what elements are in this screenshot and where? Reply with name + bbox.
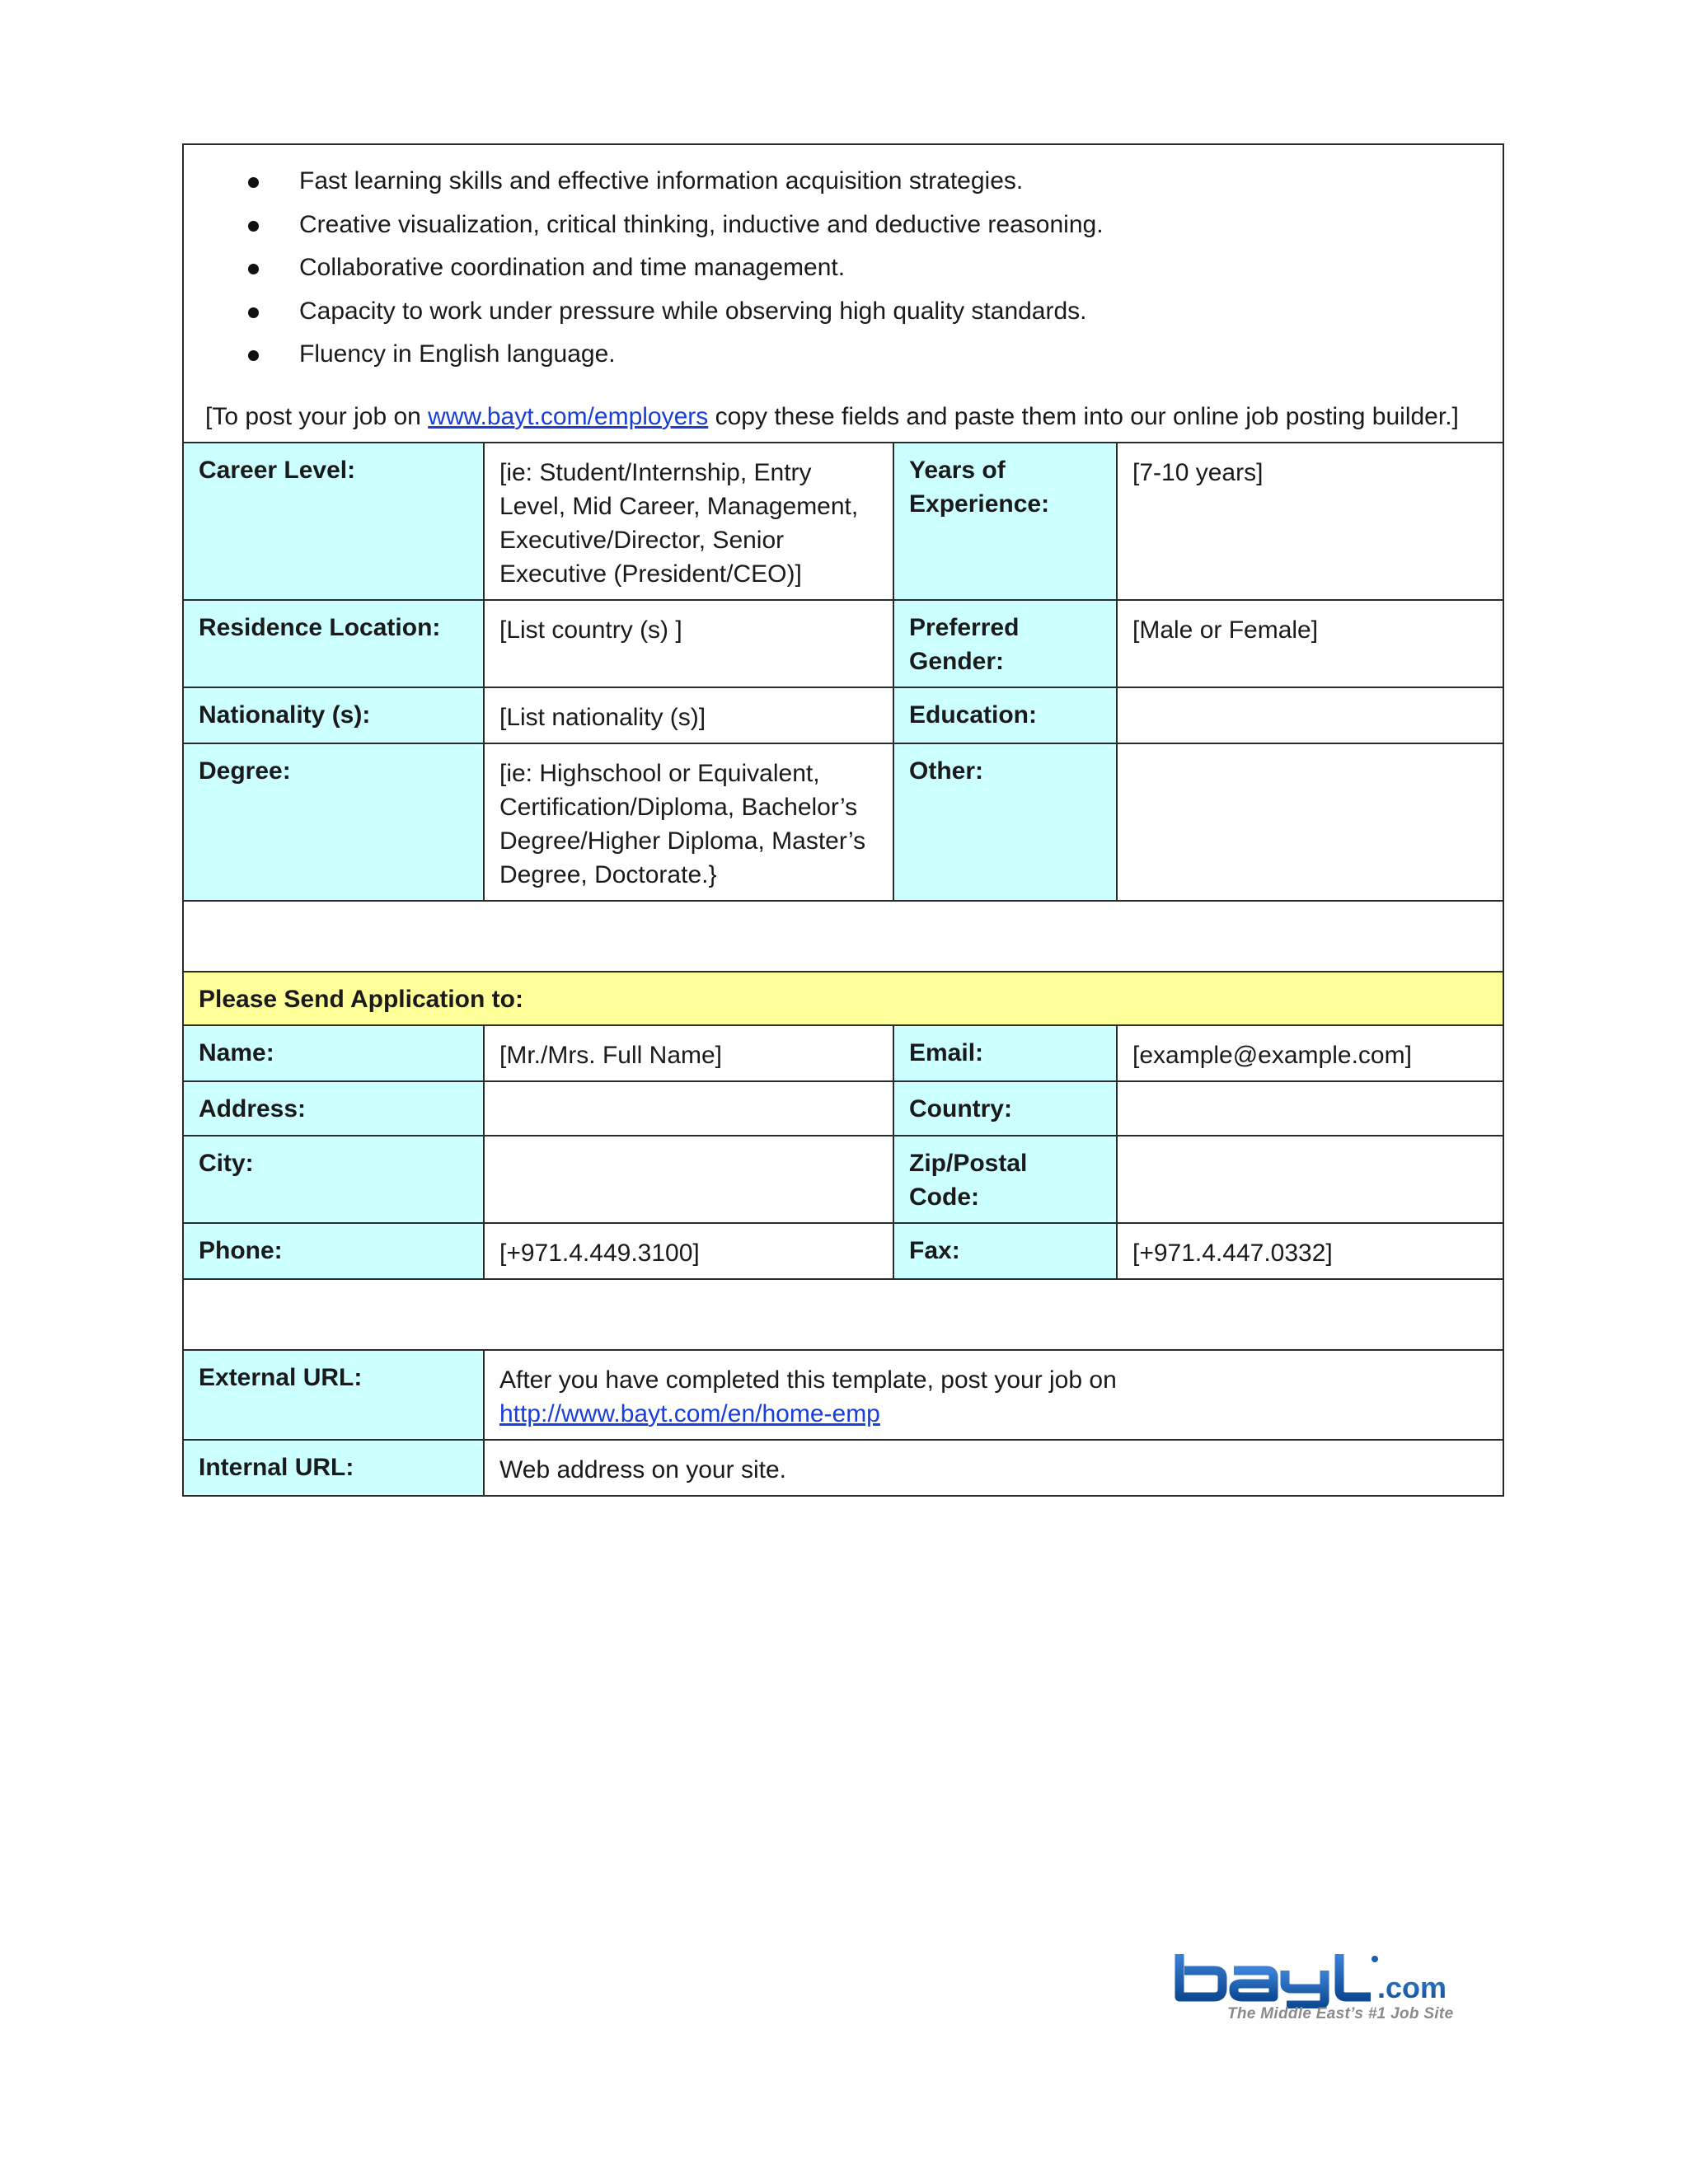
fax-value[interactable]: [+971.4.447.0332] bbox=[1117, 1223, 1503, 1279]
table-row bbox=[184, 972, 1503, 1025]
post-job-note: [To post your job on www.bayt.com/employers copy these fields and paste them into our online job posting builder.] bbox=[205, 402, 1459, 430]
name-value[interactable]: [Mr./Mrs. Full Name] bbox=[484, 1025, 893, 1081]
table-row bbox=[184, 1081, 1503, 1136]
table-row bbox=[184, 1350, 1503, 1440]
bullet-icon bbox=[248, 307, 259, 318]
table-row bbox=[184, 1025, 1503, 1081]
address-value[interactable] bbox=[484, 1081, 893, 1136]
email-value[interactable]: [example@example.com] bbox=[1117, 1025, 1503, 1081]
residence-location-label: Residence Location: bbox=[184, 600, 484, 687]
internal-url-value[interactable]: Web address on your site. bbox=[484, 1440, 1503, 1495]
table-row bbox=[184, 443, 1503, 600]
career-level-label: Career Level: bbox=[184, 443, 484, 600]
job-details-table bbox=[184, 442, 1503, 1495]
zip-code-value[interactable] bbox=[1117, 1136, 1503, 1223]
name-label: Name: bbox=[184, 1025, 484, 1081]
table-row bbox=[184, 1136, 1503, 1223]
employers-link[interactable]: www.bayt.com/employers bbox=[428, 402, 709, 430]
spacer-row bbox=[184, 1279, 1503, 1350]
education-label: Education: bbox=[893, 687, 1117, 743]
city-label: City: bbox=[184, 1136, 484, 1223]
table-row bbox=[184, 687, 1503, 743]
country-label: Country: bbox=[893, 1081, 1117, 1136]
phone-value[interactable]: [+971.4.449.3100] bbox=[484, 1223, 893, 1279]
bullet-icon bbox=[248, 177, 259, 188]
degree-label: Degree: bbox=[184, 743, 484, 901]
list-item: Creative visualization, critical thinking, inductive and deductive reasoning. bbox=[248, 204, 1488, 247]
other-label: Other: bbox=[893, 743, 1117, 901]
skills-list bbox=[199, 160, 1488, 377]
bullet-icon bbox=[248, 350, 259, 361]
email-label: Email: bbox=[893, 1025, 1117, 1081]
residence-location-value[interactable]: [List country (s) ] bbox=[484, 600, 893, 687]
bayt-logo bbox=[1175, 1951, 1488, 2023]
external-url-label: External URL: bbox=[184, 1350, 484, 1440]
preferred-gender-value[interactable]: [Male or Female] bbox=[1117, 600, 1503, 687]
table-row bbox=[184, 743, 1503, 901]
zip-code-label: Zip/Postal Code: bbox=[893, 1136, 1117, 1223]
years-experience-value[interactable]: [7-10 years] bbox=[1117, 443, 1503, 600]
list-item: Fluency in English language. bbox=[248, 333, 1488, 377]
degree-value[interactable]: [ie: Highschool or Equivalent, Certification/Diploma, Bachelor’s Degree/Higher Diploma, Master’s Degree, Doctorate.} bbox=[484, 743, 893, 901]
logo-wordmark: .com bbox=[1377, 1971, 1447, 2004]
table-row bbox=[184, 901, 1503, 972]
list-item: Capacity to work under pressure while observing high quality standards. bbox=[248, 290, 1488, 334]
education-value[interactable] bbox=[1117, 687, 1503, 743]
nationality-label: Nationality (s): bbox=[184, 687, 484, 743]
skills-section bbox=[184, 145, 1503, 442]
table-row bbox=[184, 1279, 1503, 1350]
preferred-gender-label: Preferred Gender: bbox=[893, 600, 1117, 687]
phone-label: Phone: bbox=[184, 1223, 484, 1279]
other-value[interactable] bbox=[1117, 743, 1503, 901]
city-value[interactable] bbox=[484, 1136, 893, 1223]
logo-tagline: The Middle East’s #1 Job Site bbox=[1227, 2005, 1454, 2022]
external-url-value: After you have completed this template, post your job on http://www.bayt.com/en/home-emp bbox=[484, 1350, 1503, 1440]
years-experience-label: Years of Experience: bbox=[893, 443, 1117, 600]
career-level-value[interactable]: [ie: Student/Internship, Entry Level, Mid Career, Management, Executive/Director, Senior Executive (President/CEO)] bbox=[484, 443, 893, 600]
address-label: Address: bbox=[184, 1081, 484, 1136]
bullet-icon bbox=[248, 264, 259, 274]
table-row bbox=[184, 1440, 1503, 1495]
table-row bbox=[184, 600, 1503, 687]
bullet-icon bbox=[248, 221, 259, 232]
send-application-banner: Please Send Application to: bbox=[184, 972, 1503, 1025]
nationality-value[interactable]: [List nationality (s)] bbox=[484, 687, 893, 743]
country-value[interactable] bbox=[1117, 1081, 1503, 1136]
internal-url-label: Internal URL: bbox=[184, 1440, 484, 1495]
fax-label: Fax: bbox=[893, 1223, 1117, 1279]
table-row bbox=[184, 1223, 1503, 1279]
bayt-wordmark-icon bbox=[1175, 1951, 1488, 2008]
list-item: Fast learning skills and effective information acquisition strategies. bbox=[248, 160, 1488, 204]
home-emp-link[interactable]: http://www.bayt.com/en/home-emp bbox=[499, 1399, 880, 1427]
spacer-row bbox=[184, 901, 1503, 972]
job-template-sheet bbox=[182, 143, 1504, 1497]
list-item: Collaborative coordination and time management. bbox=[248, 246, 1488, 290]
